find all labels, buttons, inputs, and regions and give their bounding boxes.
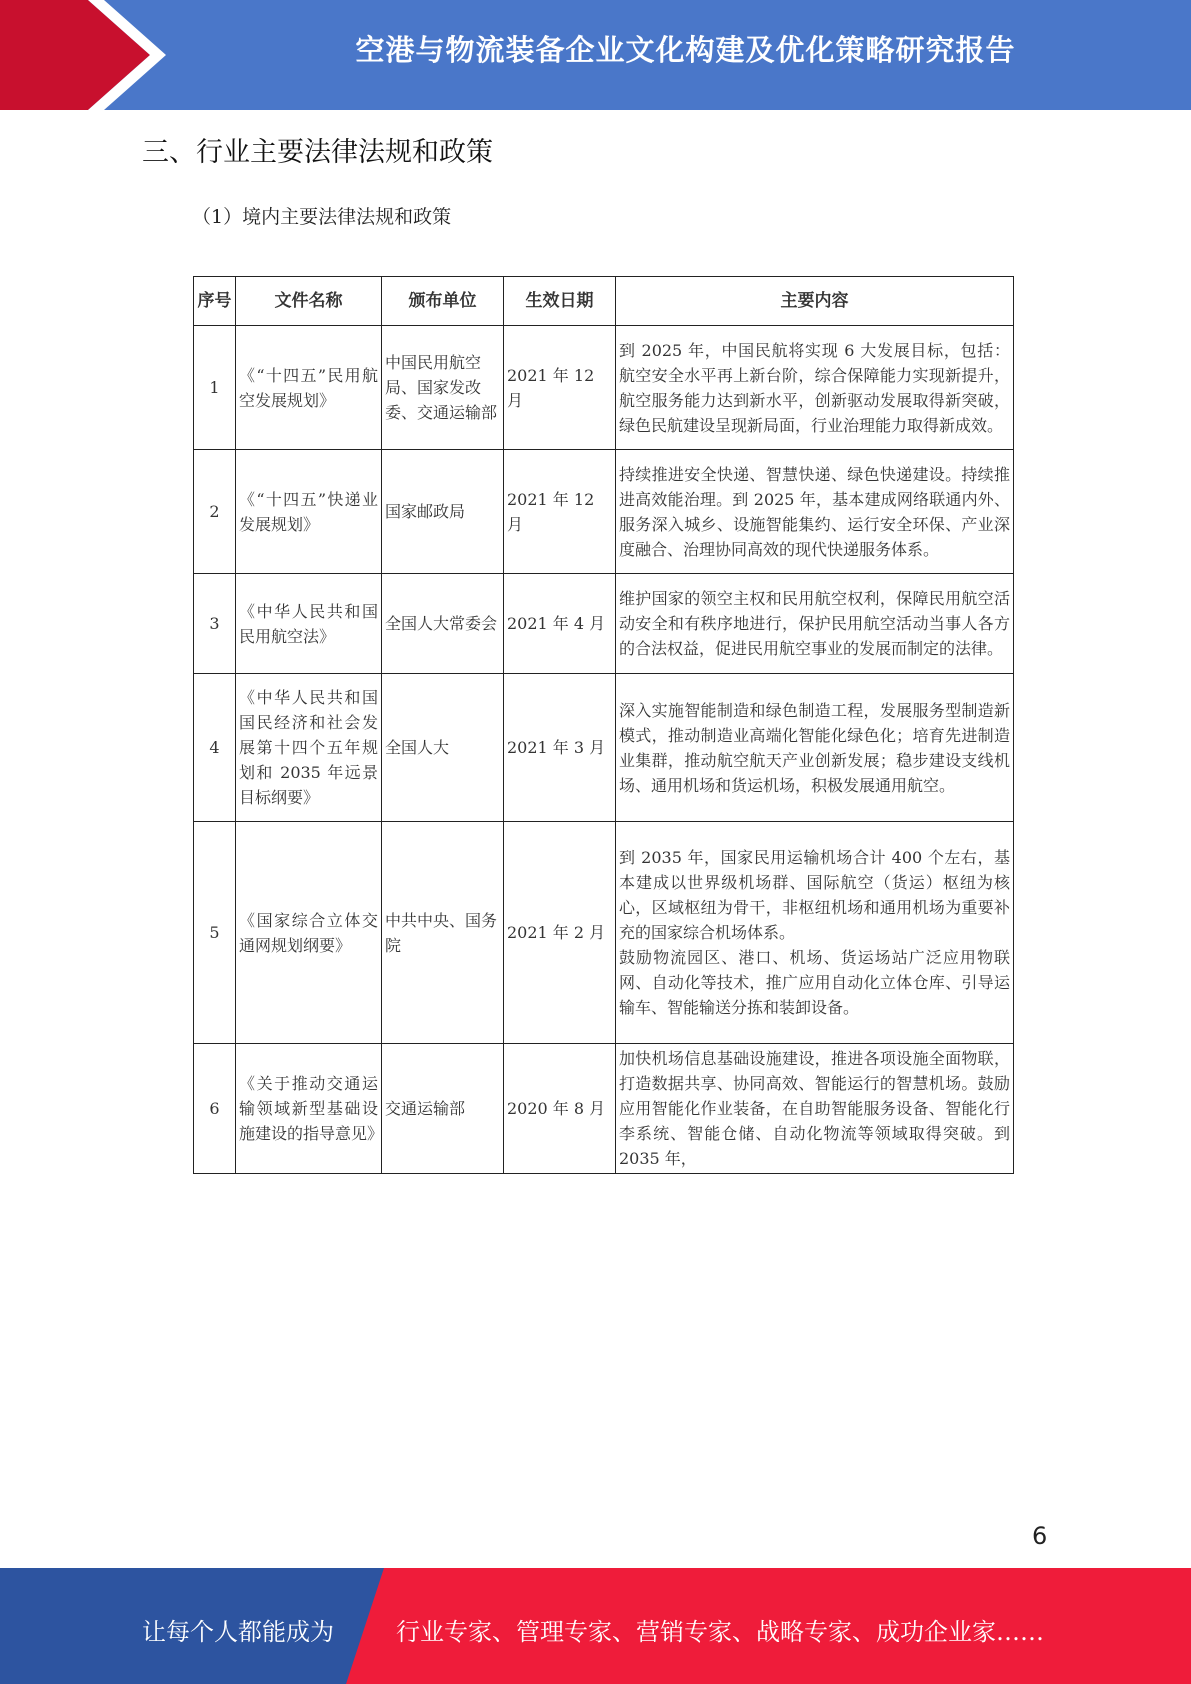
footer-banner [0,1568,1191,1684]
header-banner [0,0,1191,110]
row-issuer: 交通运输部 [382,1044,504,1174]
table-row [194,822,1014,1044]
row-content: 维护国家的领空主权和民用航空权利，保障民用航空活动安全和有秩序地进行，保护民用航空活动当事人各方的合法权益，促进民用航空事业的发展而制定的法律。 [616,574,1014,674]
table-row [194,450,1014,574]
row-no: 3 [194,574,236,674]
row-content-paragraph: 到 2035 年，国家民用运输机场合计 400 个左右，基本建成以世界级机场群、国际航空（货运）枢纽为核心，区域枢纽为骨干，非枢纽机场和通用机场为重要补充的国家综合机场体系。 [619,848,1010,942]
row-no: 6 [194,1044,236,1174]
row-content: 深入实施智能制造和绿色制造工程，发展服务型制造新模式，推动制造业高端化智能化绿色化；培育先进制造业集群，推动航空航天产业创新发展；稳步建设支线机场、通用机场和货运机场，积极发展通用航空。 [616,674,1014,822]
row-no: 2 [194,450,236,574]
page-number: 6 [1032,1522,1048,1550]
row-issuer: 中国民用航空局、国家发改委、交通运输部 [382,326,504,450]
subsection-heading: （1）境内主要法律法规和政策 [192,206,452,228]
row-issuer: 国家邮政局 [382,450,504,574]
footer-slogan-left: 让每个人都能成为 [142,1618,334,1646]
row-no: 1 [194,326,236,450]
row-date: 2021 年 2 月 [504,822,616,1044]
row-content [616,822,1014,1044]
row-name: 《“十四五”民用航空发展规划》 [236,326,382,450]
row-date: 2021 年 3 月 [504,674,616,822]
row-date: 2021 年 12 月 [504,326,616,450]
policy-table [193,276,1014,1174]
row-issuer: 全国人大 [382,674,504,822]
row-name: 《“十四五”快递业发展规划》 [236,450,382,574]
row-name: 《国家综合立体交通网规划纲要》 [236,822,382,1044]
table-row [194,1044,1014,1174]
row-name: 《中华人民共和国民用航空法》 [236,574,382,674]
table-header-row [194,277,1014,326]
footer-slogan-right: 行业专家、管理专家、营销专家、战略专家、成功企业家…… [396,1618,1044,1646]
row-date: 2021 年 4 月 [504,574,616,674]
table-row [194,574,1014,674]
report-title: 空港与物流装备企业文化构建及优化策略研究报告 [355,33,1016,67]
header-name: 文件名称 [236,277,382,326]
table-row [194,674,1014,822]
header-content: 主要内容 [616,277,1014,326]
row-content-paragraph: 鼓励物流园区、港口、机场、货运场站广泛应用物联网、自动化等技术，推广应用自动化立体仓库、引导运输车、智能输送分拣和装卸设备。 [619,948,1010,1017]
row-no: 4 [194,674,236,822]
row-content: 持续推进安全快递、智慧快递、绿色快递建设。持续推进高效能治理。到 2025 年，基本建成网络联通内外、服务深入城乡、设施智能集约、运行安全环保、产业深度融合、治理协同高效的现代快递服务体系。 [616,450,1014,574]
section-heading: 三、行业主要法律法规和政策 [142,137,493,168]
header-issuer: 颁布单位 [382,277,504,326]
row-content: 加快机场信息基础设施建设，推进各项设施全面物联，打造数据共享、协同高效、智能运行的智慧机场。鼓励应用智能化作业装备，在自助智能服务设备、智能化行李系统、智能仓储、自动化物流等领域取得突破。到 2035 年， [616,1044,1014,1174]
header-date: 生效日期 [504,277,616,326]
row-name: 《关于推动交通运输领域新型基础设施建设的指导意见》 [236,1044,382,1174]
row-no: 5 [194,822,236,1044]
row-date: 2021 年 12 月 [504,450,616,574]
row-issuer: 全国人大常委会 [382,574,504,674]
header-no: 序号 [194,277,236,326]
table-row [194,326,1014,450]
row-issuer: 中共中央、国务院 [382,822,504,1044]
row-date: 2020 年 8 月 [504,1044,616,1174]
row-name: 《中华人民共和国国民经济和社会发展第十四个五年规划和 2035 年远景目标纲要》 [236,674,382,822]
row-content: 到 2025 年，中国民航将实现 6 大发展目标，包括：航空安全水平再上新台阶，综合保障能力实现新提升，航空服务能力达到新水平，创新驱动发展取得新突破，绿色民航建设呈现新局面，行业治理能力取得新成效。 [616,326,1014,450]
